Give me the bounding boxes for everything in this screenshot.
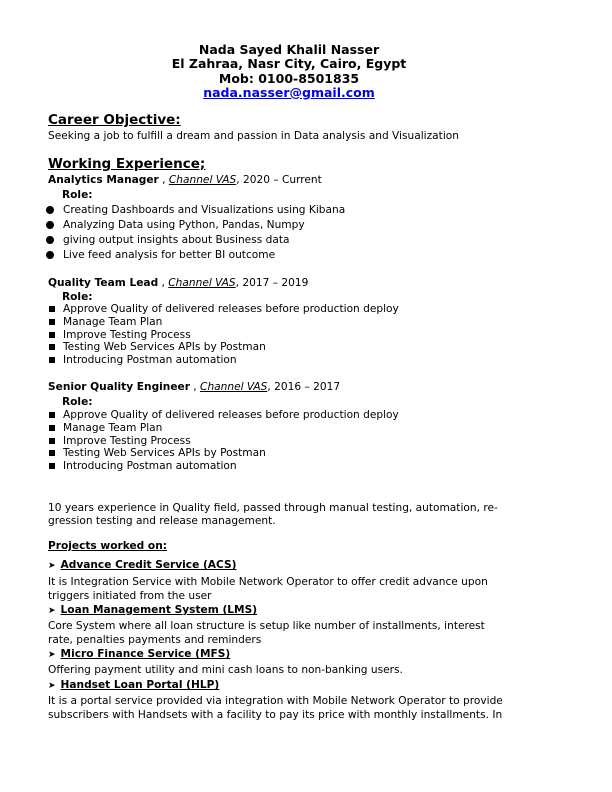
list-item: Testing Web Services APIs by Postman — [44, 341, 399, 354]
bullet-icon — [49, 332, 55, 338]
objective-text: Seeking a job to fulfill a dream and passion in Data analysis and Visualization — [48, 130, 459, 142]
job-header: Analytics Manager , Channel VAS, 2020 – Current — [48, 174, 322, 186]
project-desc: rate, penalties payments and reminders — [48, 634, 262, 646]
job-period: , 2016 – 2017 — [267, 381, 341, 393]
project-title — [48, 648, 230, 660]
list-item: Manage Team Plan — [44, 422, 399, 435]
job-header: Quality Team Lead , Channel VAS, 2017 – 2019 — [48, 277, 309, 289]
arrow-bullet-icon: ➤ — [48, 681, 56, 691]
list-item: Introducing Postman automation — [44, 460, 399, 473]
list-item: Improve Testing Process — [44, 434, 399, 447]
list-item: Improve Testing Process — [44, 328, 399, 341]
project-desc: Core System where all loan structure is setup like number of installments, interest — [48, 620, 485, 632]
job-title: Senior Quality Engineer — [48, 381, 190, 393]
job-company: Channel VAS — [168, 277, 236, 289]
bullet-icon — [49, 438, 55, 444]
job-title: Analytics Manager — [48, 174, 159, 186]
arrow-bullet-icon: ➤ — [48, 606, 56, 616]
job-header: Senior Quality Engineer , Channel VAS, 2016 – 2017 — [48, 381, 341, 393]
bullet-icon — [49, 306, 55, 312]
bullet-icon — [49, 425, 55, 431]
candidate-address: El Zahraa, Nasr City, Cairo, Egypt — [171, 56, 407, 72]
email-link[interactable]: nada.nasser@gmail.com — [203, 84, 375, 100]
summary-line: 10 years experience in Quality field, passed through manual testing, automation, re- — [48, 502, 498, 514]
list-item: Manage Team Plan — [44, 316, 399, 329]
project-name: Loan Management System (LMS) — [60, 604, 258, 616]
project-name: Micro Finance Service (MFS) — [60, 648, 231, 660]
job-period: , 2017 – 2019 — [235, 277, 309, 289]
arrow-bullet-icon: ➤ — [48, 561, 56, 571]
bullet-icon — [49, 463, 55, 469]
role-label: Role: — [62, 189, 93, 201]
job-company: Channel VAS — [168, 174, 237, 186]
job-role-list — [44, 303, 399, 366]
job-period: , 2020 – Current — [236, 174, 322, 186]
bullet-icon — [46, 236, 54, 244]
bullet-icon — [46, 206, 54, 214]
projects-heading: Projects worked on: — [48, 540, 167, 552]
arrow-bullet-icon: ➤ — [48, 650, 56, 660]
project-desc: It is Integration Service with Mobile Network Operator to offer credit advance upon — [48, 576, 488, 588]
role-label: Role: — [62, 291, 93, 303]
list-item: Testing Web Services APIs by Postman — [44, 447, 399, 460]
project-desc: Offering payment utility and mini cash loans to non-banking users. — [48, 664, 403, 676]
job-role-list — [44, 202, 345, 262]
project-desc: subscribers with Handsets with a facility to pay its price with monthly installments. In — [48, 709, 503, 721]
project-title — [48, 679, 219, 691]
job-title: Quality Team Lead — [48, 277, 159, 289]
role-label: Role: — [62, 396, 93, 408]
bullet-icon — [46, 251, 54, 259]
bullet-icon — [49, 319, 55, 325]
project-title — [48, 559, 236, 571]
candidate-name: Nada Sayed Khalil Nasser — [198, 42, 380, 57]
list-item: Approve Quality of delivered releases before production deploy — [44, 303, 399, 316]
summary-line: gression testing and release management. — [48, 515, 276, 527]
project-title — [48, 604, 257, 616]
list-item: Creating Dashboards and Visualizations using Kibana — [44, 202, 345, 217]
list-item: giving output insights about Business data — [44, 232, 345, 247]
experience-heading: Working Experience; — [48, 156, 206, 172]
bullet-icon — [49, 344, 55, 350]
project-name: Advance Credit Service (ACS) — [60, 559, 237, 571]
project-desc: It is a portal service provided via integration with Mobile Network Operator to provide — [48, 695, 503, 707]
project-desc: triggers initiated from the user — [48, 590, 212, 602]
objective-heading: Career Objective: — [48, 112, 181, 128]
list-item: Approve Quality of delivered releases before production deploy — [44, 409, 399, 422]
list-item: Analyzing Data using Python, Pandas, Numpy — [44, 217, 345, 232]
project-name: Handset Loan Portal (HLP) — [60, 679, 220, 691]
job-company: Channel VAS — [200, 381, 268, 393]
bullet-icon — [49, 450, 55, 456]
list-item: Introducing Postman automation — [44, 354, 399, 367]
bullet-icon — [49, 357, 55, 363]
bullet-icon — [49, 412, 55, 418]
resume-header — [0, 43, 578, 100]
job-role-list — [44, 409, 399, 472]
list-item: Live feed analysis for better BI outcome — [44, 247, 345, 262]
bullet-icon — [46, 221, 54, 229]
candidate-mobile: Mob: 0100-8501835 — [218, 70, 360, 86]
